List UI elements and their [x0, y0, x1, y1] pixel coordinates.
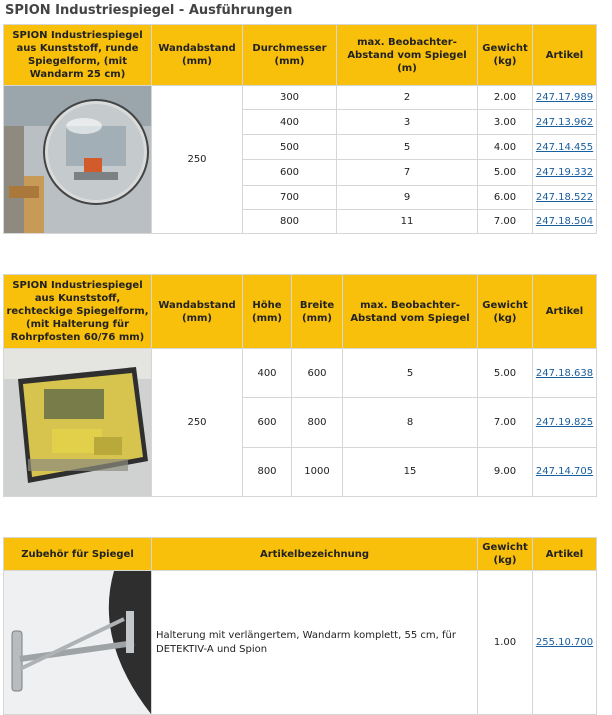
gewicht-cell: 4.00	[478, 135, 533, 160]
artikel-link[interactable]: 247.18.522	[535, 191, 594, 203]
header-beobachter-abstand: max. Beobachter-Abstand vom Spiegel (m)	[337, 25, 478, 86]
abstand-cell: 2	[337, 86, 478, 110]
artikel-link[interactable]: 247.19.825	[535, 416, 594, 428]
artikel-cell	[533, 110, 597, 135]
artikel-cell	[533, 160, 597, 185]
abstand-cell: 11	[337, 209, 478, 233]
artikel-link[interactable]: 247.18.638	[535, 367, 594, 379]
header-wandabstand: Wandabstand (mm)	[152, 25, 243, 86]
durchmesser-cell: 300	[243, 86, 337, 110]
header-gewicht: Gewicht (kg)	[478, 25, 533, 86]
breite-cell: 600	[292, 349, 343, 398]
gewicht-cell: 3.00	[478, 110, 533, 135]
header-product: SPION Industriespiegel aus Kunststoff, runde Spiegelform, (mit Wandarm 25 cm)	[4, 25, 152, 86]
gewicht-cell: 2.00	[478, 86, 533, 110]
artikel-cell	[533, 398, 597, 447]
artikel-cell	[533, 86, 597, 110]
bracket-image	[4, 571, 152, 715]
table-row	[4, 571, 597, 715]
abstand-cell: 9	[337, 185, 478, 209]
gewicht-cell: 7.00	[478, 398, 533, 447]
artikel-link[interactable]: 247.14.455	[535, 141, 594, 153]
gewicht-cell: 5.00	[478, 349, 533, 398]
page-title: SPION Industriespiegel - Ausführungen	[5, 3, 293, 18]
abstand-cell: 3	[337, 110, 478, 135]
artikel-link[interactable]: 247.18.504	[535, 215, 594, 227]
header-zubehoer: Zubehör für Spiegel	[4, 538, 152, 571]
table-header-row	[4, 25, 597, 86]
gewicht-cell: 6.00	[478, 185, 533, 209]
table-header-row	[4, 538, 597, 571]
breite-cell: 1000	[292, 447, 343, 496]
artikel-cell	[533, 135, 597, 160]
durchmesser-cell: 700	[243, 185, 337, 209]
gewicht-cell: 1.00	[478, 571, 533, 715]
durchmesser-cell: 600	[243, 160, 337, 185]
wandabstand-value: 250	[152, 349, 243, 497]
table-rect-mirrors	[3, 274, 597, 497]
header-gewicht: Gewicht (kg)	[478, 538, 533, 571]
header-product: SPION Industriespiegel aus Kunststoff, rechteckige Spiegelform, (mit Halterung für Rohrpfosten 60/76 mm)	[4, 275, 152, 349]
header-beobachter-abstand: max. Beobachter-Abstand vom Spiegel	[343, 275, 478, 349]
table-header-row	[4, 275, 597, 349]
durchmesser-cell: 500	[243, 135, 337, 160]
durchmesser-cell: 800	[243, 209, 337, 233]
header-durchmesser: Durchmesser (mm)	[243, 25, 337, 86]
table-row	[4, 86, 597, 110]
hoehe-cell: 600	[243, 398, 292, 447]
artikel-link[interactable]: 247.14.705	[535, 466, 594, 478]
table-accessories	[3, 537, 597, 715]
gewicht-cell: 9.00	[478, 447, 533, 496]
round-mirror-image	[4, 86, 152, 234]
header-artikelbezeichnung: Artikelbezeichnung	[152, 538, 478, 571]
header-artikel: Artikel	[533, 275, 597, 349]
abstand-cell: 15	[343, 447, 478, 496]
artikel-link[interactable]: 255.10.700	[535, 637, 594, 648]
header-hoehe: Höhe (mm)	[243, 275, 292, 349]
artikel-cell	[533, 349, 597, 398]
gewicht-cell: 7.00	[478, 209, 533, 233]
hoehe-cell: 800	[243, 447, 292, 496]
artikel-link[interactable]: 247.19.332	[535, 167, 594, 179]
artikel-link[interactable]: 247.17.989	[535, 92, 594, 104]
artikel-cell	[533, 209, 597, 233]
header-artikel: Artikel	[533, 25, 597, 86]
artikelbezeichnung-cell: Halterung mit verlängertem, Wandarm komplett, 55 cm, für DETEKTIV-A und Spion	[152, 571, 478, 715]
wandabstand-value: 250	[152, 86, 243, 234]
header-artikel: Artikel	[533, 538, 597, 571]
artikel-cell	[533, 571, 597, 715]
table-row	[4, 349, 597, 398]
table-round-mirrors	[3, 24, 597, 234]
header-wandabstand: Wandabstand (mm)	[152, 275, 243, 349]
hoehe-cell: 400	[243, 349, 292, 398]
header-breite: Breite (mm)	[292, 275, 343, 349]
abstand-cell: 5	[337, 135, 478, 160]
artikel-cell	[533, 185, 597, 209]
breite-cell: 800	[292, 398, 343, 447]
gewicht-cell: 5.00	[478, 160, 533, 185]
rect-mirror-image	[4, 349, 152, 497]
abstand-cell: 8	[343, 398, 478, 447]
abstand-cell: 7	[337, 160, 478, 185]
artikel-link[interactable]: 247.13.962	[535, 116, 594, 128]
artikel-cell	[533, 447, 597, 496]
abstand-cell: 5	[343, 349, 478, 398]
header-gewicht: Gewicht (kg)	[478, 275, 533, 349]
durchmesser-cell: 400	[243, 110, 337, 135]
